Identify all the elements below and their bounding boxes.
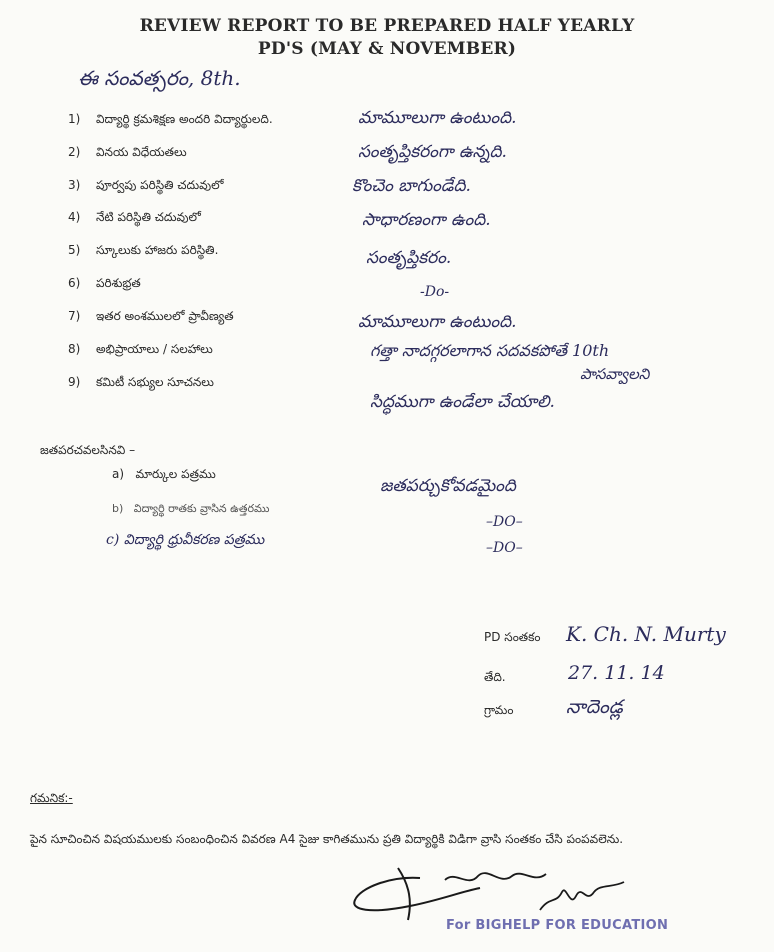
- question-9: 9) కమిటీ సభ్యుల సూచనలు: [68, 375, 214, 389]
- pd-signature-label: PD సంతకం: [484, 630, 541, 644]
- question-3: 3) పూర్వపు పరిస్థితి చదువులో: [68, 178, 224, 192]
- class-heading: ఈ సంవత్సరం, 8th.: [78, 66, 241, 90]
- date-label: తేది.: [484, 670, 506, 684]
- attachment-a-answer: జతపర్చుకోవడమైంది: [380, 476, 516, 496]
- date-value: 27. 11. 14: [568, 662, 665, 684]
- answer-3: కొంచెం బాగుండేది.: [352, 176, 471, 196]
- question-8: 8) అభిప్రాయాలు / సలహాలు: [68, 342, 213, 356]
- attachment-c-answer: –DO–: [486, 540, 523, 556]
- village-label: గ్రామం: [484, 703, 514, 717]
- answer-2: సంతృప్తికరంగా ఉన్నది.: [358, 142, 507, 162]
- attachment-a: a) మార్కుల పత్రము: [112, 467, 216, 481]
- attachment-b-answer: –DO–: [486, 514, 523, 530]
- answer-4: సాధారణంగా ఉంది.: [362, 210, 491, 230]
- note-body: పైన సూచించిన విషయములకు సంబంధించిన వివరణ A4 సైజు కాగితమును ప్రతి విద్యార్థికి విడిగా వ్రాసి సంతకం చేసి పంపవలెను.: [30, 832, 624, 846]
- answer-continuation: సిద్ధముగా ఉండేలా చేయాలి.: [370, 392, 555, 412]
- answer-7: మామూలుగా ఉంటుంది.: [358, 312, 517, 332]
- question-5: 5) స్కూలుకు హాజరు పరిస్థితి.: [68, 243, 219, 257]
- answer-8: గత్తా నాదగ్గరలాగాన సదవకపోతే 10th: [370, 341, 610, 360]
- question-7: 7) ఇతర అంశములలో ప్రావీణ్యత: [68, 309, 234, 323]
- note-heading: గమనిక:-: [30, 791, 73, 805]
- attachments-heading: జతపరచవలసినవి –: [40, 443, 136, 457]
- question-6: 6) పరిశుభ్రత: [68, 276, 141, 290]
- question-4: 4) నేటి పరిస్థితి చదువులో: [68, 210, 201, 224]
- answer-1: మామూలుగా ఉంటుంది.: [358, 108, 517, 128]
- organization-stamp: For BIGHELP FOR EDUCATION: [446, 918, 669, 933]
- answer-5: సంతృప్తికరం.: [366, 248, 452, 268]
- pd-signature: K. Ch. N. Murty: [566, 622, 726, 646]
- answer-9: పాసవ్వాలని: [580, 365, 650, 383]
- village-value: నాదెండ్ల: [566, 696, 623, 718]
- report-title: REVIEW REPORT TO BE PREPARED HALF YEARLY: [139, 16, 635, 36]
- attachment-b: b) విద్యార్థి రాతకు వ్రాసిన ఉత్తరము: [112, 502, 270, 515]
- attachment-c: c) విద్యార్థి ధ్రువీకరణ పత్రము: [106, 532, 265, 548]
- answer-6: -Do-: [420, 284, 450, 300]
- question-1: 1) విద్యార్థి క్రమశిక్షణ అందరి విద్యార్థులది.: [68, 112, 273, 126]
- report-subtitle: PD'S (MAY & NOVEMBER): [257, 39, 517, 59]
- question-2: 2) వినయ విధేయతలు: [68, 145, 187, 159]
